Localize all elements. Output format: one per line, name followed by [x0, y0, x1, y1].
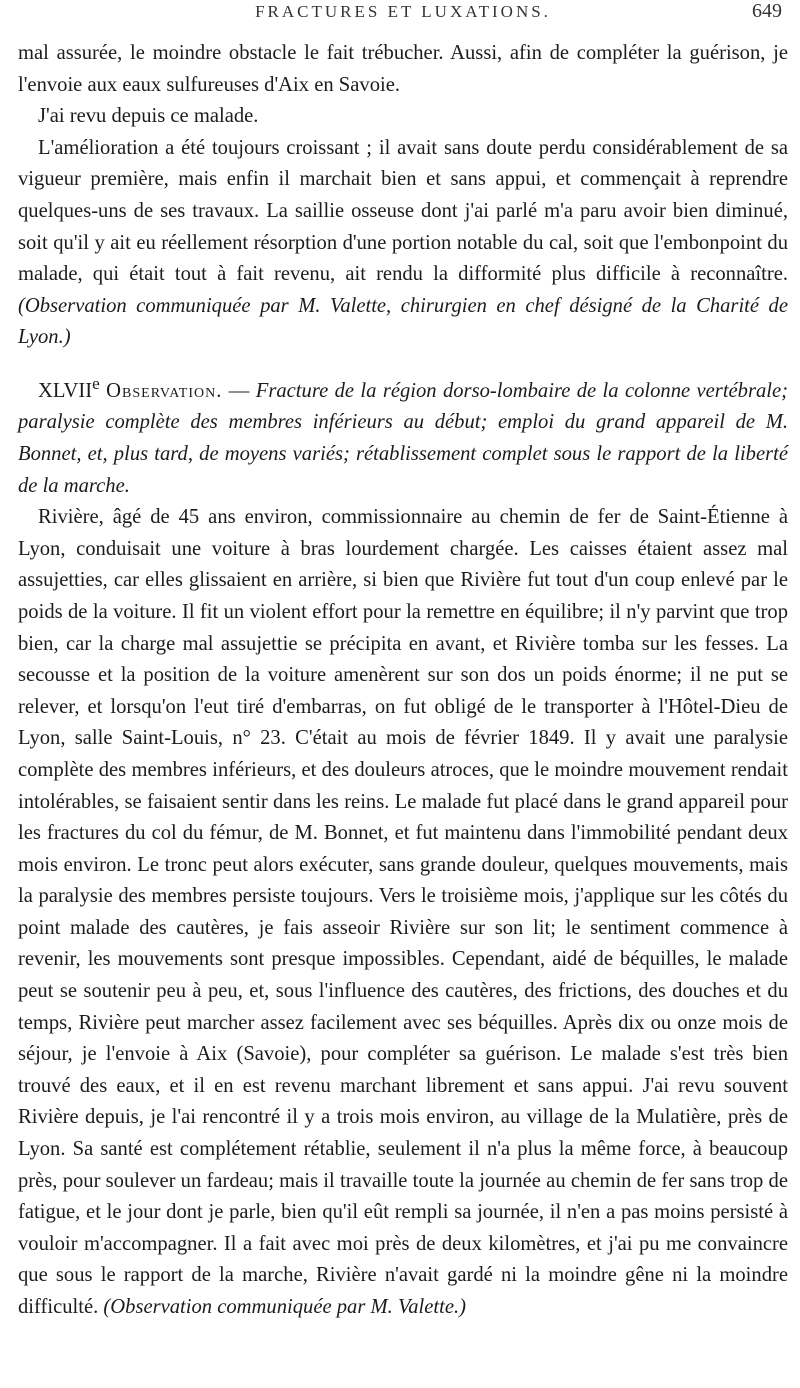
observation-body: [18, 502, 788, 1323]
observation-heading: [18, 368, 788, 502]
continuation-paragraph: mal assurée, le moindre obstacle le fait trébucher. Aussi, afin de compléter la guérison, je l'envoie aux eaux sulfureuses d'Aix en Savoie.: [18, 42, 788, 96]
running-head: [18, 0, 788, 38]
running-title: FRACTURES ET LUXATIONS.: [255, 2, 551, 21]
body-text: [18, 38, 788, 1324]
section-gap: [18, 354, 788, 368]
book-page: [18, 0, 788, 1388]
observation-label: Observation.: [106, 379, 223, 402]
page-number: 649: [752, 0, 782, 22]
paragraph: [18, 133, 788, 354]
observation-credit: (Observation communiquée par M. Valette.): [103, 1296, 467, 1319]
heading-dash: —: [222, 379, 256, 402]
paragraph-text: L'amélioration a été toujours croissant ; il avait sans doute perdu considérablement de sa vigueur première, mais enfin il marchait bien et sans appui, et commençait à reprendre quelques-uns de ses travaux. La saillie osseuse dont j'ai parlé m'a paru avoir bien diminué, soit qu'il y ait eu réellement résorption d'une portion notable du cal, soit que l'embonpoint du malade, qui était tout à fait revenu, ait rendu la difformité plus difficile à reconnaître.: [18, 136, 788, 286]
observation-title: Fracture de la région dorso-lombaire de la colonne vertébrale; paralysie complète des membres inférieurs au début; emploi du grand appareil de M. Bonnet, et, plus tard, de moyens variés; rétablissement complet sous le rapport de la liberté de la marche.: [18, 379, 789, 497]
observation-number-suffix: e: [92, 373, 100, 393]
observation-credit: (Observation communiquée par M. Valette, chirurgien en chef désigné de la Charité de Lyon.): [18, 294, 788, 349]
observation-number: XLVII: [38, 379, 93, 402]
observation-body-text: Rivière, âgé de 45 ans environ, commissionnaire au chemin de fer de Saint-Étienne à Lyon, conduisait une voiture à bras lourdement chargée. Les caisses étaient assez mal assujetties, car elles glissaient en arrière, si bien que Rivière fut tout d'un coup enlevé par le poids de la voiture. Il fit un violent effort pour la remettre en équilibre; il n'y parvint que trop bien, car la charge mal assujettie se précipita en avant, et Rivière tomba sur les fesses. La secousse et la position de la voiture amenèrent sur son dos un poids énorme; il ne put se relever, et lorsqu'on l'eut tiré d'embarras, on fut obligé de le transporter à l'Hôtel-Dieu de Lyon, salle Saint-Louis, n° 23. C'était au mois de février 1849. Il y avait une paralysie complète des membres inférieurs, et des douleurs atroces, que le moindre mouvement rendait intolérables, se faisaient sentir dans les reins. Le malade fut placé dans le grand appareil pour les fractures du col du fémur, de M. Bonnet, et fut maintenu dans l'immobilité pendant deux mois environ. Le tronc peut alors exécuter, sans grande douleur, quelques mouvements, mais la paralysie des membres persiste toujours. Vers le troisième mois, j'applique sur les côtés du point malade des cautères, je fais asseoir Rivière sur son lit; le sentiment commence à revenir, les mouvements sont presque impossibles. Cependant, aidé de béquilles, le malade peut se soutenir peu à peu, et, sous l'influence des cautères, des frictions, des douches et du temps, Rivière peut marcher assez facilement avec ses béquilles. Après dix ou onze mois de séjour, je l'envoie à Aix (Savoie), pour compléter sa guérison. Le malade s'est très bien trouvé des eaux, et il en est revenu marchant librement et sans appui. J'ai revu souvent Rivière depuis, je l'ai rencontré il y a trois mois environ, au village de la Mulatière, près de Lyon. Sa santé est complétement rétablie, seulement il n'a plus la même force, à beaucoup près, pour soulever un fardeau; mais il travaille toute la journée au chemin de fer sans trop de fatigue, et le jour dont je parle, bien qu'il eût rempli sa journée, il n'en a pas moins persisté à vouloir m'accompagner. Il a fait avec moi près de deux kilomètres, et j'ai pu me convaincre que sous le rapport de la marche, Rivière n'avait gardé ni la moindre gêne ni la moindre difficulté.: [18, 506, 788, 1319]
paragraph: J'ai revu depuis ce malade.: [38, 105, 259, 128]
